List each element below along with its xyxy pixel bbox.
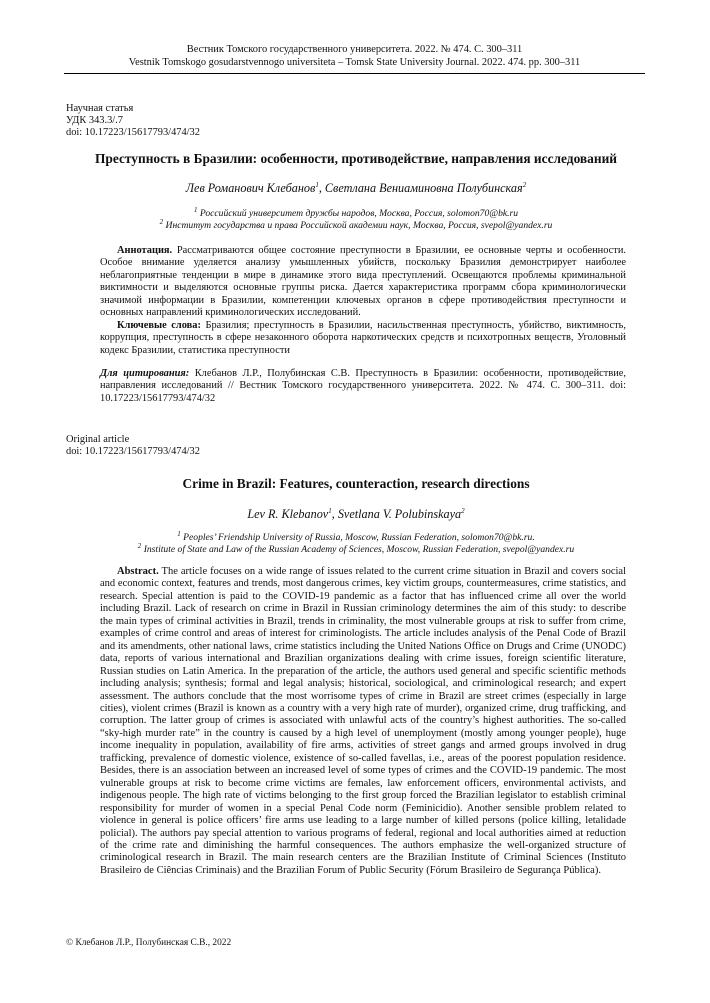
author-name: Светлана Вениаминовна Полубинская — [324, 181, 523, 195]
article-meta-en — [66, 434, 200, 458]
author-separator: , — [318, 181, 325, 195]
abstract-text: The article focuses on a wide range of issues related to the current crime situation in Brazil and covers social and economic context, features and trends, most dangerous crimes, key victim groups, countermeasures, crime statistics, and research. Special attention is paid to the COVID-19 pandemic as a factor that has influenced crime all over the world including Brazil. Lack of research on crime in Brazil in Russian criminology determines the aim of this study: to describe the main types of criminal activities in Brazil, trends in criminality, the most vulnerable groups at risk to suffer from crime, examples of crime control and areas of interest for criminologists. The article includes analysis of the Penal Code of Brazil and its amendments, other national laws, crime statistics including the United Nations Office on Drugs and Crime (UNODC) data, reports of various international and Brazilian organizations dealing with crime issues, foreign scientific literature, Russian studies on Latin America. In the preparation of the article, the authors used general and specific scientific methods including analysis; synthesis; formal and legal analysis; historical, sociological, and criminological research; and expert assessment. The authors conclude that the most worrisome types of crime in Brazil are street crimes (especially in large cities), violent crimes (Brazil is known as a country with a very high rate of murder), organized crime, drug trafficking, and corruption. The latter group of crimes is associated with unlawful acts of the country’s highest authorities. The so-called “sky-high murder rate” in the country is caused by a high level of unemployment (mostly among younger people), huge income inequality in population, availability of fire arms, activities of street gangs and armed groups involved in drug trafficking, prevalence of domestic violence, existence of so-called favellas, i.e., areas of the poorest population residence. Besides, there is an association between an increased level of some types of crimes and the COVID-19 pandemic. The most vulnerable groups at risk to become crime victims are females, law enforcement officers, environmental activists, and indigenous people. The high rate of victims belonging to the first group forced the Brazilian legislator to establish criminal responsibility for murder of women in a special Penal Code norm (Feminicidio). Another sensible problem related to violence in general is police officers’ fire arms use leading to a large number of killed persons (police killing, letalidade policial). The authors pay special attention to various programs of federal, regional and local authorities aimed at reduction of the crime rate and diminishing the harmful consequences. The authors emphasize the well-organized structure of criminological research in Brazil. The main research centers are the Brazilian Institute of Criminal Sciences (Instituto Brasileiro de Ciências Criminais) and the Brazilian Forum of Public Security (Fórum Brasileiro de Segurança Pública). — [100, 566, 627, 876]
keywords-label: Ключевые слова: — [117, 320, 201, 331]
header-rule — [64, 73, 645, 74]
citation-label: Для цитирования: — [100, 368, 190, 379]
article-type-en: Original article — [66, 434, 130, 445]
article-type-ru: Научная статья — [66, 103, 134, 114]
udc-code: УДК 343.3/.7 — [66, 115, 123, 127]
authors-ru — [64, 181, 648, 196]
annotation-ru — [100, 245, 626, 319]
affiliation-text: Российский университет дружбы народов, Москва, Россия, solomon70@bk.ru — [199, 208, 519, 219]
author-affiliation-mark: 1 — [315, 180, 319, 189]
article-meta-ru — [66, 103, 200, 140]
affiliation-item — [64, 220, 648, 232]
doi-en[interactable]: doi: 10.17223/15617793/474/32 — [66, 446, 200, 458]
affiliation-mark: 1 — [193, 205, 198, 214]
affiliation-item — [64, 529, 648, 544]
affiliations-en — [64, 529, 648, 557]
affiliation-item — [64, 544, 648, 556]
keywords-ru — [100, 320, 626, 357]
affiliation-mark: 2 — [137, 542, 142, 551]
keywords-text: Бразилия; преступность в Бразилии, насильственная преступность, убийство, виктимность, коррупция, преступность в сфере незаконного оборота наркотических средств и психотропных веществ, Уголовный кодекс Бразилии, статистика преступности — [100, 320, 626, 356]
affiliation-mark: 1 — [177, 529, 181, 538]
author-name: Lev R. Klebanov — [247, 507, 329, 521]
abstract-label: Abstract. — [117, 566, 159, 577]
affiliation-text: Институт государства и права Российской академии наук, Москва, Россия, svepol@yandex.ru — [165, 220, 553, 232]
copyright-notice: © Клебанов Л.Р., Полубинская С.В., 2022 — [66, 938, 232, 948]
author-affiliation-mark: 2 — [522, 180, 527, 189]
citation-ru — [100, 368, 626, 405]
author-name: Лев Романович Клебанов — [185, 181, 316, 195]
annotation-text: Рассматриваются общее состояние преступности в Бразилии, ее основные черты и особенности. Особое внимание уделяется анализу умышленных убийств, поскольку Бразилия демонстрирует наиболее неблагоприятные тенденции в мире в динамике этого вида преступлений. Освещаются проблемы криминальной виктимности и выделяются основные группы риска. Дается характеристика программ сбора криминологически значимой информации в Бразилии, компетенции ключевых органов в сфере противодействия преступности и основных направлений криминологических исследований. — [100, 245, 626, 319]
article-title-ru: Преступность в Бразилии: особенности, противодействие, направления исследований — [94, 151, 618, 166]
citation-text: Клебанов Л.Р., Полубинская С.В. Преступность в Бразилии: особенности, противодействие, направления исследований // Вестник Томского государственного университета. 2022. № 474. С. 300–311. doi: 10.17223/15617793/474/32 — [100, 368, 626, 404]
abstract-en — [100, 566, 626, 877]
author-separator: , — [331, 507, 338, 521]
affiliation-text: Peoples’ Friendship University of Russia, Moscow, Russian Federation, solomon70@bk.ru. — [183, 532, 535, 543]
affiliation-item — [64, 205, 648, 220]
affiliation-text: Institute of State and Law of the Russian Academy of Sciences, Moscow, Russian Federation, svepol@yandex.ru — [143, 544, 575, 556]
article-title-en: Crime in Brazil: Features, counteraction, research directions — [182, 476, 530, 491]
authors-en — [64, 507, 648, 522]
affiliations-ru — [64, 205, 648, 233]
running-head-ru: Вестник Томского государственного университета. 2022. № 474. С. 300–311 — [186, 44, 523, 55]
author-affiliation-mark: 2 — [461, 506, 465, 515]
running-head — [64, 43, 645, 69]
doi-ru[interactable]: doi: 10.17223/15617793/474/32 — [66, 127, 200, 139]
author-name: Svetlana V. Polubinskaya — [337, 507, 462, 521]
annotation-label: Аннотация. — [117, 245, 173, 256]
running-head-en: Vestnik Tomskogo gosudarstvennogo universiteta – Tomsk State University Journal. 2022. 474. pp. 300–311 — [128, 57, 581, 68]
affiliation-mark: 2 — [159, 218, 164, 227]
author-affiliation-mark: 1 — [328, 506, 332, 515]
